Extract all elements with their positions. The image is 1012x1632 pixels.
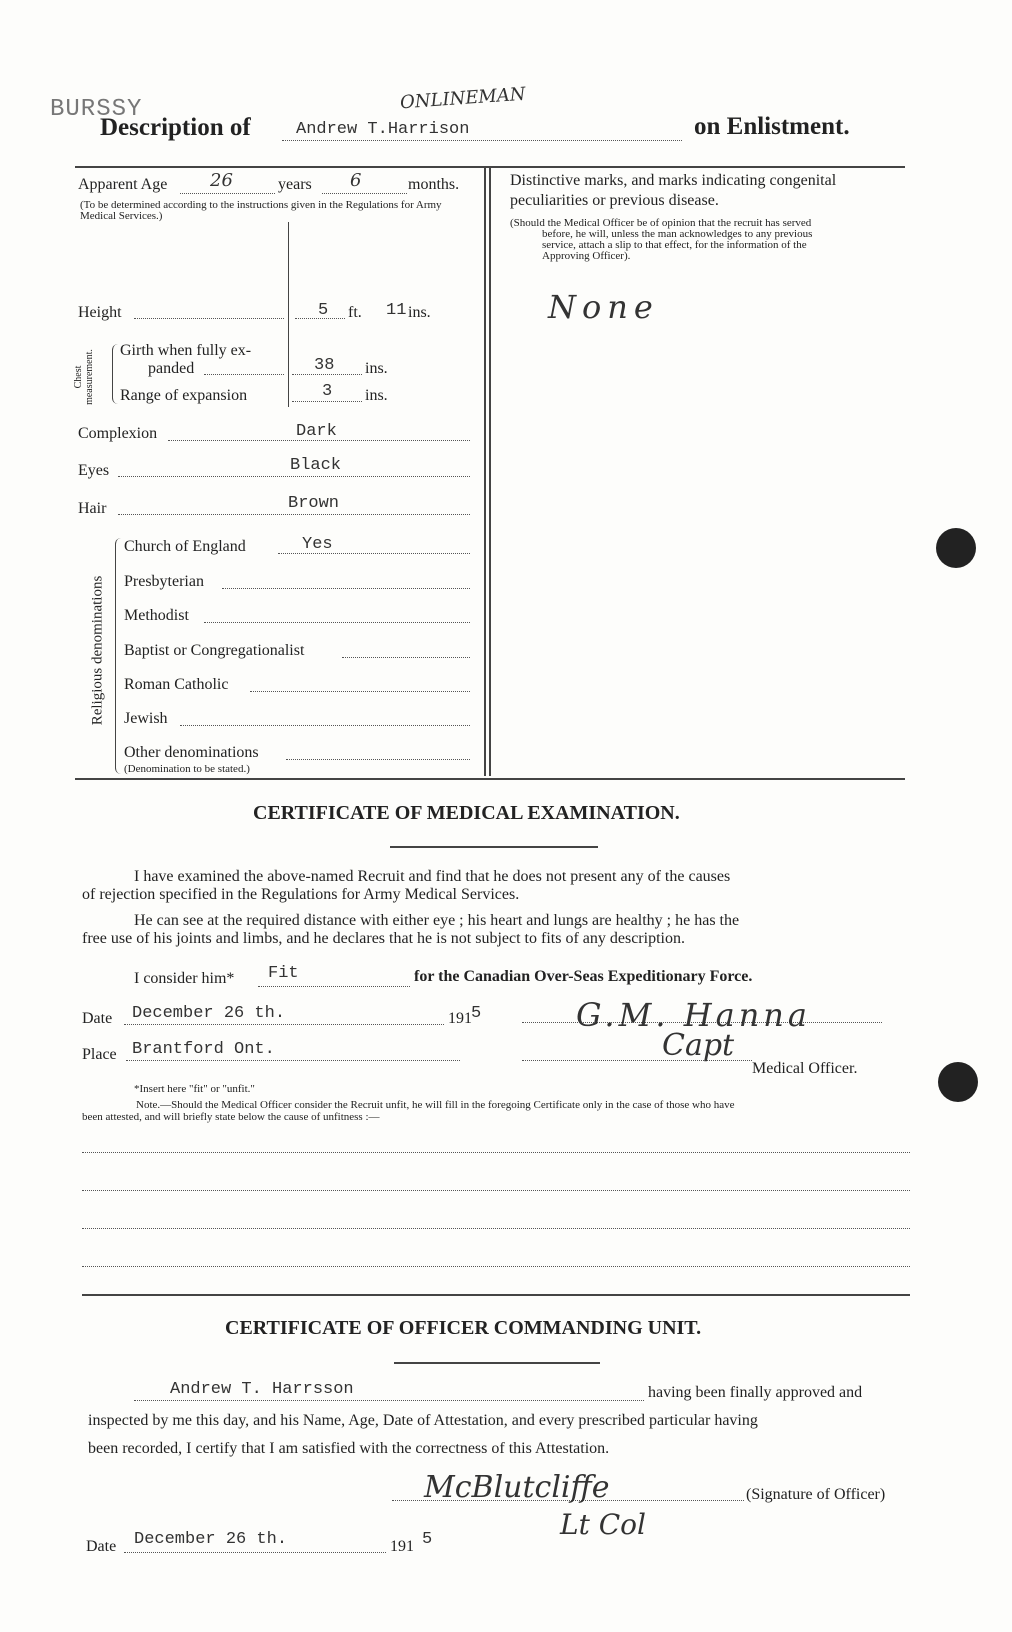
- months-label: months.: [408, 176, 460, 193]
- age-months-value: 6: [350, 170, 362, 191]
- baptist-line: [342, 657, 470, 658]
- right-note-4: Approving Officer).: [542, 250, 631, 262]
- ins-label: ins.: [408, 304, 431, 321]
- other-denominations-label: Other denominations: [124, 744, 259, 761]
- medical-certificate-title: CERTIFICATE OF MEDICAL EXAMINATION.: [253, 802, 680, 824]
- commanding-officer-rank: Lt Col: [560, 1508, 646, 1541]
- lower-rule: [82, 1294, 910, 1296]
- medical-place-value: Brantford Ont.: [132, 1040, 275, 1059]
- height-label: Height: [78, 304, 122, 321]
- medical-note-line2: been attested, and will briefly state below the cause of unfitness :—: [82, 1111, 380, 1123]
- range-ins-label: ins.: [365, 387, 388, 404]
- column-divider-2: [489, 166, 491, 776]
- girth-ins-label: ins.: [365, 360, 388, 377]
- mid-rule: [75, 778, 905, 780]
- distinctive-marks-title-1: Distinctive marks, and marks indicating congenital: [510, 172, 837, 189]
- commanding-line1-suffix: having been finally approved and: [648, 1384, 863, 1401]
- other-line: [286, 759, 470, 760]
- methodist-label: Methodist: [124, 607, 189, 624]
- commanding-date-line: [124, 1552, 386, 1553]
- commanding-line2: inspected by me this day, and his Name, Age, Date of Attestation, and every prescribed particular having: [88, 1412, 758, 1429]
- medical-para1-line2: of rejection specified in the Regulations for Army Medical Services.: [82, 886, 520, 903]
- complexion-label: Complexion: [78, 425, 158, 442]
- church-of-england-label: Church of England: [124, 538, 246, 555]
- header-name-line: [282, 140, 682, 141]
- jewish-label: Jewish: [124, 710, 168, 727]
- distinctive-marks-value: None: [548, 288, 659, 326]
- distinctive-marks-title-2: peculiarities or previous disease.: [510, 192, 719, 209]
- hair-line: [118, 514, 470, 515]
- presbyterian-line: [222, 588, 470, 589]
- range-value: 3: [322, 382, 333, 401]
- stamp-text: BURSSY: [50, 96, 143, 123]
- height-ft-value: 5: [318, 301, 329, 320]
- height-ft-line: [295, 318, 345, 319]
- girth-label-2: panded: [148, 360, 195, 377]
- medical-officer-label: Medical Officer.: [752, 1060, 858, 1077]
- girth-value: 38: [314, 356, 335, 375]
- rc-line: [250, 691, 470, 692]
- unfitness-line-1: [82, 1152, 910, 1153]
- unfitness-line-4: [82, 1266, 910, 1267]
- apparent-age-label: Apparent Age: [78, 176, 168, 193]
- commanding-officer-signature: McBlutcliffe: [424, 1470, 610, 1505]
- commanding-title-underline: [394, 1362, 600, 1364]
- commanding-name-line: [134, 1400, 644, 1401]
- commanding-certificate-title: CERTIFICATE OF OFFICER COMMANDING UNIT.: [225, 1317, 702, 1339]
- consider-value: Fit: [268, 964, 299, 983]
- medical-para1-line1: I have examined the above-named Recruit and find that he does not present any of the causes: [134, 868, 731, 885]
- medical-year-suffix: 5: [471, 1004, 482, 1023]
- commanding-date-label: Date: [86, 1538, 117, 1555]
- consider-line: [258, 986, 410, 987]
- medical-date-label: Date: [82, 1010, 113, 1027]
- baptist-label: Baptist or Congregationalist: [124, 642, 305, 659]
- commanding-line3: been recorded, I certify that I am satisfied with the correctness of this Attestation.: [88, 1440, 610, 1457]
- ft-label: ft.: [348, 304, 362, 321]
- medical-para2-line2: free use of his joints and limbs, and he declares that he is not subject to fits of any description.: [82, 930, 685, 947]
- religion-brace: [115, 538, 122, 774]
- jewish-line: [180, 725, 470, 726]
- medical-officer-rank: Capt: [662, 1028, 735, 1063]
- presbyterian-label: Presbyterian: [124, 573, 204, 590]
- commanding-name-value: Andrew T. Harrsson: [170, 1380, 354, 1399]
- header-name: Andrew T.Harrison: [296, 120, 470, 139]
- eyes-line: [118, 476, 470, 477]
- religion-side-label: Religious denominations: [89, 575, 106, 726]
- medical-note-line1: Note.—Should the Medical Officer consider the Recruit unfit, he will fill in the foregoing Certificate only in the case of those who have: [136, 1099, 735, 1111]
- other-denominations-note: (Denomination to be stated.): [124, 763, 250, 775]
- range-label: Range of expansion: [120, 387, 248, 404]
- girth-label-1: Girth when fully ex-: [120, 342, 252, 359]
- medical-para2-line1: He can see at the required distance with either eye ; his heart and lungs are healthy ; he has the: [134, 912, 740, 929]
- header-annotation: ONLINEMAN: [399, 83, 527, 114]
- chest-brace: [112, 344, 119, 404]
- medical-place-line: [126, 1060, 460, 1061]
- insert-note: *Insert here "fit" or "unfit.": [134, 1083, 255, 1095]
- medical-date-value: December 26 th.: [132, 1004, 286, 1023]
- eyes-label: Eyes: [78, 462, 110, 479]
- right-note-2: before, he will, unless the man acknowledges to any previous: [542, 228, 813, 240]
- age-years-line: [180, 193, 275, 194]
- punch-hole-upper: [936, 528, 976, 568]
- medical-year-prefix: 191: [448, 1010, 472, 1027]
- signature-of-officer-label: (Signature of Officer): [746, 1486, 886, 1503]
- years-label: years: [278, 176, 312, 193]
- header-suffix: on Enlistment.: [694, 113, 850, 140]
- punch-hole-lower: [938, 1062, 978, 1102]
- height-in-value: 11: [386, 301, 407, 320]
- medical-date-line: [124, 1024, 444, 1025]
- eyes-value: Black: [290, 456, 342, 475]
- consider-label: I consider him*: [134, 970, 235, 987]
- commanding-year-suffix: 5: [422, 1530, 433, 1549]
- age-years-value: 26: [210, 170, 233, 191]
- complexion-value: Dark: [296, 422, 337, 441]
- age-months-line: [322, 193, 407, 194]
- commanding-date-value: December 26 th.: [134, 1530, 288, 1549]
- medical-title-underline: [390, 846, 598, 848]
- right-note-3: service, attach a slip to that effect, for the information of the: [542, 239, 807, 251]
- hair-label: Hair: [78, 500, 107, 517]
- unfitness-line-2: [82, 1190, 910, 1191]
- unfitness-line-3: [82, 1228, 910, 1229]
- medical-place-label: Place: [82, 1046, 117, 1063]
- column-divider: [484, 166, 486, 776]
- roman-catholic-label: Roman Catholic: [124, 676, 229, 693]
- girth-value-line: [292, 374, 362, 375]
- height-line: [134, 318, 284, 319]
- value-column-rule: [288, 222, 289, 407]
- commanding-year-prefix: 191: [390, 1538, 414, 1555]
- hair-value: Brown: [288, 494, 340, 513]
- right-note-1: (Should the Medical Officer be of opinion that the recruit has served: [510, 217, 812, 229]
- methodist-line: [204, 622, 470, 623]
- age-note: (To be determined according to the instructions given in the Regulations for Army Medical Services.): [80, 199, 442, 222]
- header-prefix: Description of: [100, 114, 251, 141]
- medical-officer-signature: G.M. Hanna: [576, 996, 811, 1034]
- consider-suffix: for the Canadian Over-Seas Expeditionary Force.: [414, 968, 753, 985]
- girth-line: [204, 374, 284, 375]
- church-of-england-value: Yes: [302, 535, 333, 554]
- range-value-line: [292, 401, 362, 402]
- chest-side-label: Chest measurement.: [73, 349, 95, 405]
